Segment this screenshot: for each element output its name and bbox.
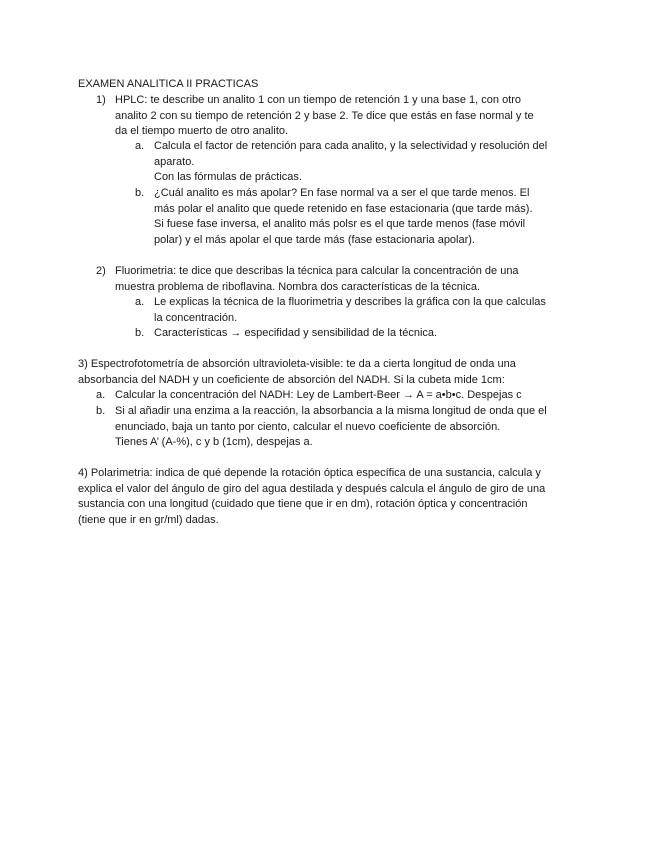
q1b-marker: b.: [135, 187, 145, 199]
q1-line: analito 2 con su tiempo de retención 2 y base 2. Te dice que estás en fase normal y te: [115, 109, 534, 122]
q1b-line: ¿Cuál analito es más apolar? En fase normal va a ser el que tarde menos. El: [154, 187, 530, 199]
q4-line: 4) Polarimetria: indica de qué depende la rotación óptica específica de una sustancia, calcula y: [78, 467, 541, 479]
q3a-line: Calcular la concentración del NADH: Ley de Lambert-Beer → A = a•b•c. Despejas c: [115, 389, 522, 401]
q2-number: 2): [96, 265, 106, 277]
exam-title: EXAMEN ANALITICA II PRACTICAS: [78, 78, 259, 90]
q2-line: Fluorimetria: te dice que describas la técnica para calcular la concentración de una: [115, 265, 519, 277]
q1a-line: Calcula el factor de retención para cada analito, y la selectividad y resolución del: [154, 140, 548, 152]
q4-line: explica el valor del ángulo de giro del agua destilada y después calcula el ángulo de giro de una: [78, 482, 546, 495]
q1-line: HPLC: te describe un analito 1 con un tiempo de retención 1 y una base 1, con otro: [115, 94, 522, 106]
q1b-line: Si fuese fase inversa, el analito más polsr es el que tarde menos (fase móvil: [154, 218, 526, 230]
q4-line: sustancia con una longitud (cuidado que tiene que ir en dm), rotación óptica y concentración: [78, 498, 528, 510]
q4-line: (tiene que ir en gr/ml) dadas.: [78, 513, 219, 526]
q2a-line: Le explicas la técnica de la fluorimetria y describes la gráfica con la que calculas: [154, 296, 546, 308]
q3b-text: [115, 404, 547, 451]
q2-text: [115, 264, 519, 295]
q2b-text: [154, 326, 437, 342]
q2a-marker: a.: [135, 296, 145, 308]
q1a-marker: a.: [135, 140, 145, 152]
q3a-marker: a.: [96, 389, 106, 401]
q3-line: absorbancia del NADH y un coeficiente de absorción del NADH. Si la cubeta mide 1cm:: [78, 373, 505, 386]
q1b-line: polar) y el más apolar el que tarde más (fase estacionaria apolar).: [154, 233, 475, 246]
q3a-text: [115, 388, 522, 404]
q3b-line: Si al añadir una enzima a la reacción, la absorbancia a la misma longitud de onda que el: [115, 405, 547, 417]
q1a-line: Con las fórmulas de prácticas.: [154, 171, 302, 183]
q3b-line: Tienes A’ (A-%), c y b (1cm), despejas a.: [115, 436, 313, 448]
q1-line: da el tiempo muerto de otro analito.: [115, 125, 289, 137]
q2a-text: [154, 295, 546, 326]
q2b-marker: b.: [135, 327, 145, 339]
q1-number: 1): [96, 94, 106, 106]
q2b-line: Características → especifidad y sensibilidad de la técnica.: [154, 327, 438, 339]
q4-text: [78, 466, 545, 528]
q3b-marker: b.: [96, 405, 106, 417]
q1a-text: [154, 139, 547, 186]
q3-text: [78, 357, 516, 388]
q1a-line: aparato.: [154, 155, 195, 168]
q2a-line: la concentración.: [154, 311, 238, 324]
q1b-line: más polar el analito que quede retenido en fase estacionaria (que tarde más).: [154, 202, 533, 215]
q3b-line: enunciado, baja un tanto por ciento, calcular el nuevo coeficiente de absorción.: [115, 420, 501, 433]
q1-text: [115, 93, 534, 140]
q2-line: muestra problema de riboflavina. Nombra dos características de la técnica.: [115, 280, 481, 293]
q3-line: 3) Espectrofotometría de absorción ultravioleta-visible: te da a cierta longitud de onda una: [78, 358, 516, 370]
q1b-text: [154, 186, 533, 248]
